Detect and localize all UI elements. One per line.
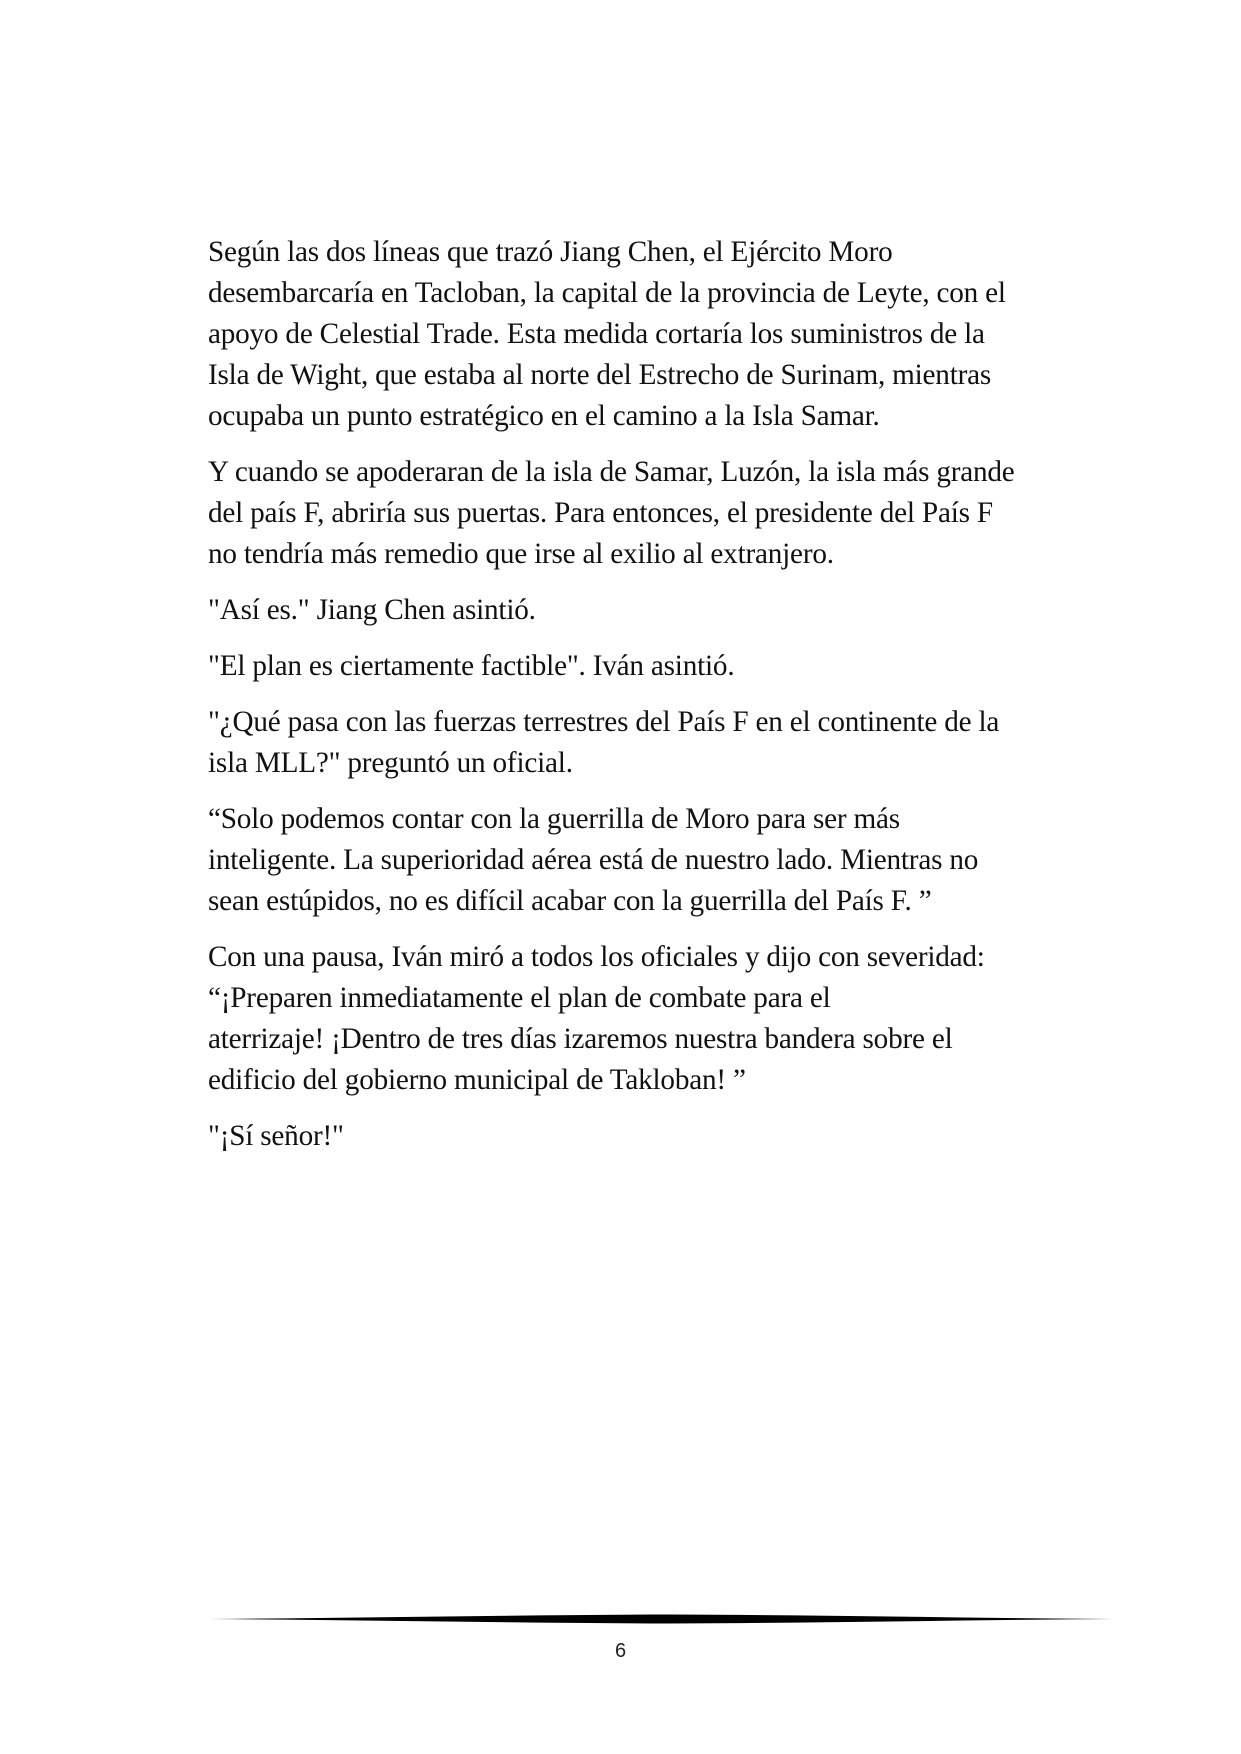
paragraph <box>208 1116 1058 1157</box>
text-line: “¡Preparen inmediatamente el plan de combate para el <box>208 982 831 1014</box>
text-line: ocupaba un punto estratégico en el camino a la Isla Samar. <box>208 400 880 432</box>
paragraph <box>208 937 1058 1101</box>
text-line: Con una pausa, Iván miró a todos los oficiales y dijo con severidad: <box>208 941 985 973</box>
text-line: "¿Qué pasa con las fuerzas terrestres del País F en el continente de la <box>208 706 1000 738</box>
text-line: desembarcaría en Tacloban, la capital de la provincia de Leyte, con el <box>208 277 1006 309</box>
footer-rule <box>208 1612 1113 1626</box>
text-line: "¡Sí señor!" <box>208 1120 344 1152</box>
paragraph <box>208 646 1058 687</box>
text-line: “Solo podemos contar con la guerrilla de Moro para ser más <box>208 803 900 835</box>
footer-rule-swell <box>208 1615 1113 1624</box>
text-line: "El plan es ciertamente factible". Iván asintió. <box>208 650 735 682</box>
paragraph <box>208 452 1058 575</box>
text-line: inteligente. La superioridad aérea está de nuestro lado. Mientras no <box>208 844 979 876</box>
text-line: no tendría más remedio que irse al exilio al extranjero. <box>208 538 834 570</box>
text-line: aterrizaje! ¡Dentro de tres días izaremos nuestra bandera sobre el <box>208 1023 953 1055</box>
paragraph <box>208 799 1058 922</box>
text-line: "Así es." Jiang Chen asintió. <box>208 594 536 626</box>
text-line: sean estúpidos, no es difícil acabar con la guerrilla del País F. ” <box>208 885 932 917</box>
text-line: apoyo de Celestial Trade. Esta medida cortaría los suministros de la <box>208 318 985 350</box>
text-line: isla MLL?" preguntó un oficial. <box>208 747 573 779</box>
page-number: 6 <box>614 1640 627 1662</box>
text-line: edificio del gobierno municipal de Takloban! ” <box>208 1064 746 1096</box>
body-text <box>208 232 1058 1172</box>
paragraph <box>208 590 1058 631</box>
text-line: del país F, abriría sus puertas. Para entonces, el presidente del País F <box>208 497 993 529</box>
paragraph <box>208 702 1058 784</box>
text-line: Según las dos líneas que trazó Jiang Chen, el Ejército Moro <box>208 236 893 268</box>
text-line: Isla de Wight, que estaba al norte del Estrecho de Surinam, mientras <box>208 359 992 391</box>
paragraph <box>208 232 1058 437</box>
text-line: Y cuando se apoderaran de la isla de Samar, Luzón, la isla más grande <box>208 456 1015 488</box>
